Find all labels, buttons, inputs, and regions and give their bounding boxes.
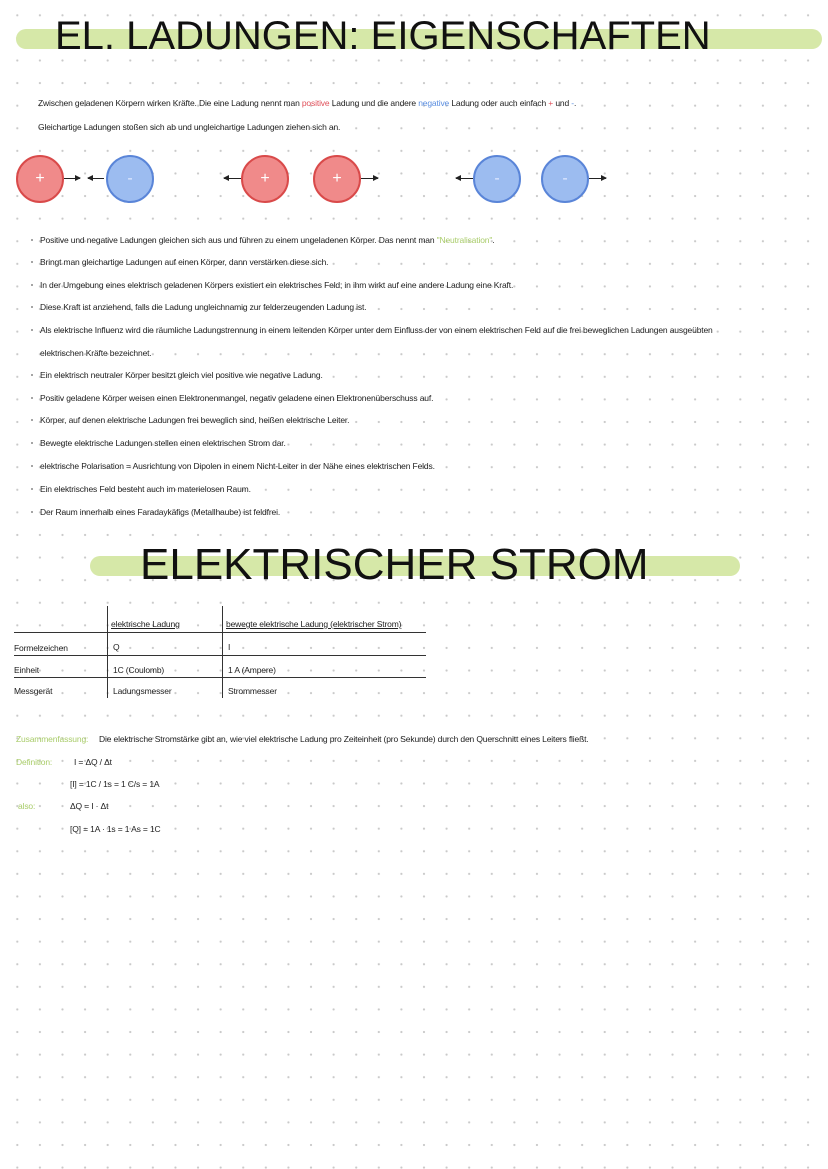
plus-sign: +: [548, 98, 554, 108]
table-divider: [14, 632, 426, 633]
text: und: [553, 98, 572, 108]
arrow-right: [64, 178, 80, 179]
table-cell: Messgerät: [14, 686, 53, 696]
intro-line-1: [38, 98, 576, 108]
minus-label: -: [127, 170, 133, 187]
bullet-item: [40, 235, 494, 245]
text: Positiv geladene Körper weisen einen Elektronenmangel, negativ geladene einen Elektronenüberschuss auf.: [40, 393, 434, 403]
text: Positive und negative Ladungen gleichen sich aus und führen zu einem ungeladenen Körper. Das nennt man: [40, 235, 437, 245]
table-cell: 1C (Coulomb): [113, 665, 165, 675]
arrow-right: [589, 178, 606, 179]
page-title: EL. LADUNGEN: EIGENSCHAFTEN: [55, 14, 711, 58]
negative-charge: [473, 155, 521, 203]
bullet-icon: [31, 306, 33, 308]
definition-label: Definition:: [16, 757, 53, 767]
plus-label: +: [260, 170, 270, 187]
negative-charge: [541, 155, 589, 203]
plus-label: +: [332, 170, 342, 187]
intro-line-2: Gleichartige Ladungen stoßen sich ab und ungleichartige Ladungen ziehen sich an.: [38, 122, 341, 132]
table-cell: Strommesser: [228, 686, 277, 696]
bullet-item: [40, 325, 713, 335]
minus-label: -: [494, 170, 500, 187]
positive-word: positive: [301, 98, 330, 108]
text: elektrischen Kräfte bezeichnet.: [40, 348, 152, 358]
table-divider: [14, 677, 426, 678]
bullet-item: [40, 438, 286, 448]
bullet-item: [40, 507, 280, 517]
bullet-icon: [31, 397, 33, 399]
highlighted-term: "Neutralisation": [436, 235, 493, 245]
table-divider: [222, 606, 223, 698]
text: Zwischen geladenen Körpern wirken Kräfte. Die eine Ladung nennt man: [38, 98, 302, 108]
bullet-item: [40, 370, 323, 380]
bullet-icon: [31, 465, 33, 467]
text: .: [573, 98, 577, 108]
table-header: bewegte elektrische Ladung (elektrischer Strom): [226, 619, 402, 629]
bullet-icon: [31, 511, 33, 513]
also-formula: ΔQ = I · Δt: [70, 801, 109, 811]
table-divider: [14, 655, 426, 656]
text: Als elektrische Influenz wird die räumliche Ladungstrennung in einem leitenden Körper unter dem Einfluss der von einem elektrischen Feld auf die frei beweglichen Ladungen ausgeübten: [40, 325, 713, 335]
summary-label: Zusammenfassung:: [16, 734, 89, 744]
text: elektrische Polarisation = Ausrichtung von Dipolen in einem Nicht-Leiter in der Nähe eines elektrischen Felds.: [40, 461, 435, 471]
unit-formula: [I] = 1C / 1s = 1 C/s = 1A: [70, 779, 160, 789]
table-divider: [107, 606, 108, 698]
bullet-icon: [31, 374, 33, 376]
text: Ladung und die andere: [329, 98, 419, 108]
table-cell: Ladungsmesser: [113, 686, 172, 696]
arrow-right: [361, 178, 378, 179]
bullet-icon: [31, 488, 33, 490]
table-cell: I: [228, 642, 231, 652]
bullet-icon: [31, 284, 33, 286]
table-header: elektrische Ladung: [111, 619, 180, 629]
bullet-icon: [31, 442, 33, 444]
table-cell: Einheit: [14, 665, 39, 675]
table-cell: Q: [113, 642, 120, 652]
bullet-item: [40, 302, 366, 312]
text: Körper, auf denen elektrische Ladungen frei beweglich sind, heißen elektrische Leiter.: [40, 415, 350, 425]
section-title: ELEKTRISCHER STROM: [140, 540, 649, 589]
bullet-icon: [31, 261, 33, 263]
bullet-item: [40, 280, 513, 290]
text: Der Raum innerhalb eines Faradaykäfigs (Metallhaube) ist feldfrei.: [40, 507, 281, 517]
summary-text: Die elektrische Stromstärke gibt an, wie viel elektrische Ladung pro Zeiteinheit (pro Sekunde) durch den Querschnitt eines Leiters fließt.: [99, 734, 589, 744]
table-cell: Formelzeichen: [14, 643, 68, 653]
plus-label: +: [35, 170, 45, 187]
minus-sign: -: [571, 98, 574, 108]
text: .: [492, 235, 495, 245]
positive-charge: [241, 155, 289, 203]
table-cell: 1 A (Ampere): [228, 665, 276, 675]
bullet-item: [40, 484, 251, 494]
bullet-icon: [31, 329, 33, 331]
text: In der Umgebung eines elektrisch geladenen Körpers existiert ein elektrisches Feld; in ihm wirkt auf eine andere Ladung eine Kraft.: [40, 280, 514, 290]
bullet-icon: [31, 419, 33, 421]
text: Ein elektrisches Feld besteht auch im materielosen Raum.: [40, 484, 251, 494]
text: Bringt man gleichartige Ladungen auf einen Körper, dann verstärken diese sich.: [40, 257, 329, 267]
charge-unit-formula: [Q] = 1A · 1s = 1 As = 1C: [70, 824, 161, 834]
bullet-item: [40, 393, 433, 403]
bullet-item: [40, 348, 152, 358]
text: Diese Kraft ist anziehend, falls die Ladung ungleichnamig zur felderzeugenden Ladung ist.: [40, 302, 367, 312]
text: Ein elektrisch neutraler Körper besitzt gleich viel positive wie negative Ladung.: [40, 370, 323, 380]
negative-word: negative: [418, 98, 450, 108]
bullet-item: [40, 257, 328, 267]
also-label: also:: [18, 801, 36, 811]
arrow-left: [224, 178, 241, 179]
negative-charge: [106, 155, 154, 203]
arrow-left: [88, 178, 104, 179]
bullet-icon: [31, 239, 33, 241]
positive-charge: [16, 155, 64, 203]
arrow-left: [456, 178, 473, 179]
bullet-item: [40, 461, 435, 471]
definition-formula: I = ΔQ / Δt: [74, 757, 112, 767]
text: Ladung oder auch einfach: [449, 98, 549, 108]
bullet-item: [40, 415, 349, 425]
text: Bewegte elektrische Ladungen stellen einen elektrischen Strom dar.: [40, 438, 286, 448]
positive-charge: [313, 155, 361, 203]
minus-label: -: [562, 170, 568, 187]
